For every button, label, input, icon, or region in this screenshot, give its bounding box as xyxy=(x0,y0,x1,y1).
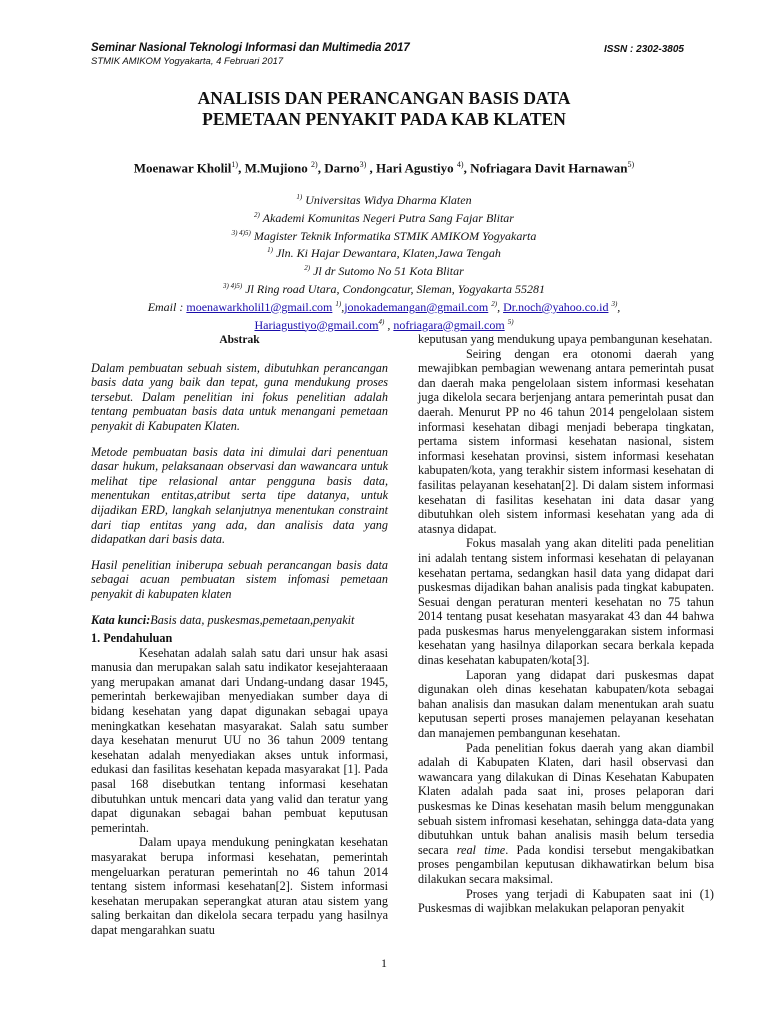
body-paragraph: Fokus masalah yang akan diteliti pada penelitian ini adalah tentang sistem informasi kesehatan di pelayanan kesehatan pertama, sedangkan hasil data yang didapat dari puskesmas dijadikan bahan analisis pada tingkat kabupaten. Sesuai dengan peraturan menteri kesehatan no 75 tahun 2014 tentang pusat kesehatan masyarakat 43 dan 44 bahwa pada puskesmas harus menyelenggarakan sistem informasi kesehatan yang hasilnya dilaporkan secara berkala kepada dinas kesehatan kabupaten/kota[3]. xyxy=(418,536,714,668)
affiliation xyxy=(0,279,768,297)
page-number: 1 xyxy=(381,956,387,970)
affiliation-text: Jln. Ki Hajar Dewantara, Klaten,Jawa Tengah xyxy=(275,246,501,261)
author-sup: 5) xyxy=(627,160,635,169)
author-sup: 3) xyxy=(359,160,367,169)
body-paragraph: Proses yang terjadi di Kabupaten saat ini (1) Puskesmas di wajibkan melakukan pelaporan penyakit xyxy=(418,886,714,916)
abstract-heading: Abstrak xyxy=(219,334,260,346)
author-name: M.Mujiono xyxy=(244,160,308,176)
title-line-1: ANALISIS DAN PERANCANGAN BASIS DATA xyxy=(197,88,571,108)
affiliation-sup: 2) xyxy=(254,210,260,219)
body-emphasis: real time xyxy=(456,842,506,857)
abstract-paragraph: Metode pembuatan basis data ini dimulai dari penentuan dasar hukum, pelaksanaan observasi dan wawancara untuk melihat tipe relasional antar pengguna basis data, menentukan entitas,atribut serta tipe datanya, untuk dijadikan ERD, langkah selanjutnya menentukan constraint dari tiap entitas yang ada, dan analisis data yang didapatkan dari basis data. xyxy=(91,444,388,547)
author-sup: 4) xyxy=(456,160,464,169)
email-sup: 2) xyxy=(491,299,498,308)
title-line-2: PEMETAAN PENYAKIT PADA KAB KLATEN xyxy=(202,109,566,129)
author-sep: , xyxy=(238,160,245,176)
affiliation-text: Jl dr Sutomo No 51 Kota Blitar xyxy=(313,264,464,279)
affiliation-list xyxy=(0,190,768,332)
affiliation-text: Magister Teknik Informatika STMIK AMIKOM Yogyakarta xyxy=(253,228,537,243)
body-paragraph xyxy=(418,741,714,887)
author-name: Darno xyxy=(324,160,360,176)
body-paragraph: keputusan yang mendukung upaya pembangunan kesehatan. xyxy=(418,332,713,346)
body-text: Pada penelitian fokus daerah yang akan diambil adalah di Kabupaten Klaten, dari hasil observasi dan wawancara yang dilakukan di Dinas Kesehatan Kabupaten Klaten adalah pada saat ini, proses pelaporan dari puskesmas ke Dinas kesehatan masih belum menggunakan sebuah sistem infromasi kesehatan, sehingga data-data yang dibutuhkan untuk bahan analisis masih belum tersedia secara xyxy=(418,740,714,857)
affiliation xyxy=(0,226,768,244)
author-list xyxy=(0,160,768,176)
affiliation xyxy=(0,243,768,261)
email-link[interactable]: nofriagara@gmail.com xyxy=(393,317,505,332)
email-sup: 5) xyxy=(507,317,514,326)
email-line: Email : moenawarkholil1@gmail.com $^{1)}$,jonokademangan@gmail.com $^{2)}$, Dr.noch@yahoo.co.id $^{3)}$, xyxy=(147,299,621,314)
email-link[interactable]: Dr.noch@yahoo.co.id xyxy=(503,299,609,314)
author-name: Moenawar Kholil xyxy=(133,160,232,176)
abstract-paragraph: Hasil penelitian iniberupa sebuah perancangan basis data sebagai acuan pembuatan sistem infomasi pemetaan penyakit di kabupaten klaten xyxy=(91,557,388,601)
affiliation xyxy=(0,208,768,226)
body-text: . Pada kondisi tersebut mengakibatkan proses pengambilan keputusan dikhawatirkan belum bisa dilakukan secara maksimal. xyxy=(418,842,714,886)
affiliation-sup: 1) xyxy=(267,246,273,255)
email-sup: 4) xyxy=(378,317,385,326)
section-heading: 1. Pendahuluan xyxy=(91,631,173,646)
author-name: Hari Agustiyo xyxy=(376,160,454,176)
author-sup: 2) xyxy=(311,160,318,169)
body-paragraph: Kesehatan adalah salah satu dari unsur hak asasi manusia dan merupakan salah satu indikator kesejahteraaan yang merupakan amanat dari Undang-undang dasar 1945, pemerintah berkewajiban menyediakan sumber daya di bidang kesehatan yang dapat digunakan sebagai upaya meningkatkan kesehatan masyarakat. Salah satu sumber daya kesehatan menurut UU no 36 tahun 2009 tentang kesehatan adalah menyediakan akses untuk informasi, edukasi dan fasilitas kesehatan kepada masyarakat [1]. Pada pasal 168 disebutkan tentang informasi kesehatan dibutuhkan untuk mencari data yang valid dan teratur yang dapat digunakan sebagai bahan pembuat keputusan pemerintah. xyxy=(91,645,388,835)
email-line: Hariagustiyo@gmail.com$^{4)}$ , nofriagara@gmail.com $^{5)}$ xyxy=(254,317,514,332)
affiliation-sup: 3) 4)5) xyxy=(222,281,243,290)
email-link[interactable]: moenawarkholil1@gmail.com xyxy=(186,299,333,314)
affiliation-text: Jl Ring road Utara, Condongcatur, Sleman, Yogyakarta 55281 xyxy=(245,281,546,296)
paper-title xyxy=(0,88,768,130)
author-name: Nofriagara Davit Harnawan xyxy=(470,160,628,176)
keywords-text: Basis data, puskesmas,pemetaan,penyakit xyxy=(150,612,355,627)
author-sep: , xyxy=(317,160,325,176)
body-paragraph: Dalam upaya mendukung peningkatan kesehatan masyarakat berupa informasi kesehatan, pemerintah mengeluarkan peraturan pemerintah no 46 tahun 2014 tentang sistem informasi kesehatan[2]. Sistem informasi kesehatan merupakan seperangkat aturan atau sistem yang saling berkaitan dan dikelola secara terpadu yang hasilnya dapat mengarahkan suatu xyxy=(91,835,388,937)
affiliation-text: Universitas Widya Dharma Klaten xyxy=(305,193,472,207)
author-sup: 1) xyxy=(231,160,239,169)
abstract-paragraph: Dalam pembuatan sebuah sistem, dibutuhkan perancangan basis data yang baik dan tepat, guna mendukung proses tersebut. Dalam penelitian ini fokus penelitian adalah tentang pembuatan basis data untuk menangani pemetaan penyakit di Kabupaten Klaten. xyxy=(91,360,388,433)
left-column xyxy=(91,332,388,938)
email-link[interactable]: Hariagustiyo@gmail.com xyxy=(254,317,379,332)
affiliation xyxy=(0,190,768,208)
running-header xyxy=(91,42,410,67)
keywords-label: Kata kunci: xyxy=(91,612,151,627)
conference-venue-date: STMIK AMIKOM Yogyakarta, 4 Februari 2017 xyxy=(91,56,284,67)
conference-name: Seminar Nasional Teknologi Informasi dan Multimedia 2017 xyxy=(91,42,410,54)
keywords xyxy=(91,613,388,628)
affiliation-sup: 3) 4)5) xyxy=(231,228,251,237)
author-sep: , xyxy=(463,160,471,176)
body-paragraph: Laporan yang didapat dari puskesmas dapat digunakan oleh dinas kesehatan kabupaten/kota sebagai bahan analisis dan masukan dalam menentukan arah suatu keputusan seperti proses manajemen pelayanan kesehatan dan manajemen pembangunan kesehatan. xyxy=(418,667,714,741)
email-sup: 3) xyxy=(611,299,618,308)
author-sep: , xyxy=(366,160,377,176)
body-paragraph: Seiring dengan era otonomi daerah yang mewajibkan pembagian wewenang antara pemerintah pusat dan daerah maka pengelolaan sistem informasi kesehatan juga dikelola secara berjenjang antara pemerintah pusat dan daerah. Menurut PP no 46 tahun 2014 pengelolaan sistem informasi kesehatan dibagi menjadi beberapa tingkatan, pertama sistem informasi kesehatan nasional, sistem informasi kesehatan provinsi, sistem informasi kesehatan kabupaten/kota, yang terakhir sistem informasi kesehatan di fasilitas pelayanan kesehatan[2]. Di dalam sistem informasi kesehatan di fasilitas kesehatan ini data dasar yang dibutuhkan oleh sistem informasi kesehatan yang ada di atasnya didapat. xyxy=(418,346,714,536)
email-sup: 1) xyxy=(335,299,342,308)
email-link[interactable]: jonokademangan@gmail.com xyxy=(344,299,489,314)
issn: ISSN : 2302-3805 xyxy=(603,44,684,55)
affiliation-sup: 1) xyxy=(296,193,303,201)
email-label: Email : xyxy=(147,299,184,314)
affiliation-text: Akademi Komunitas Negeri Putra Sang Fajar Blitar xyxy=(262,210,514,225)
affiliation-sup: 2) xyxy=(304,264,311,273)
right-column xyxy=(418,332,714,916)
affiliation xyxy=(0,261,768,279)
